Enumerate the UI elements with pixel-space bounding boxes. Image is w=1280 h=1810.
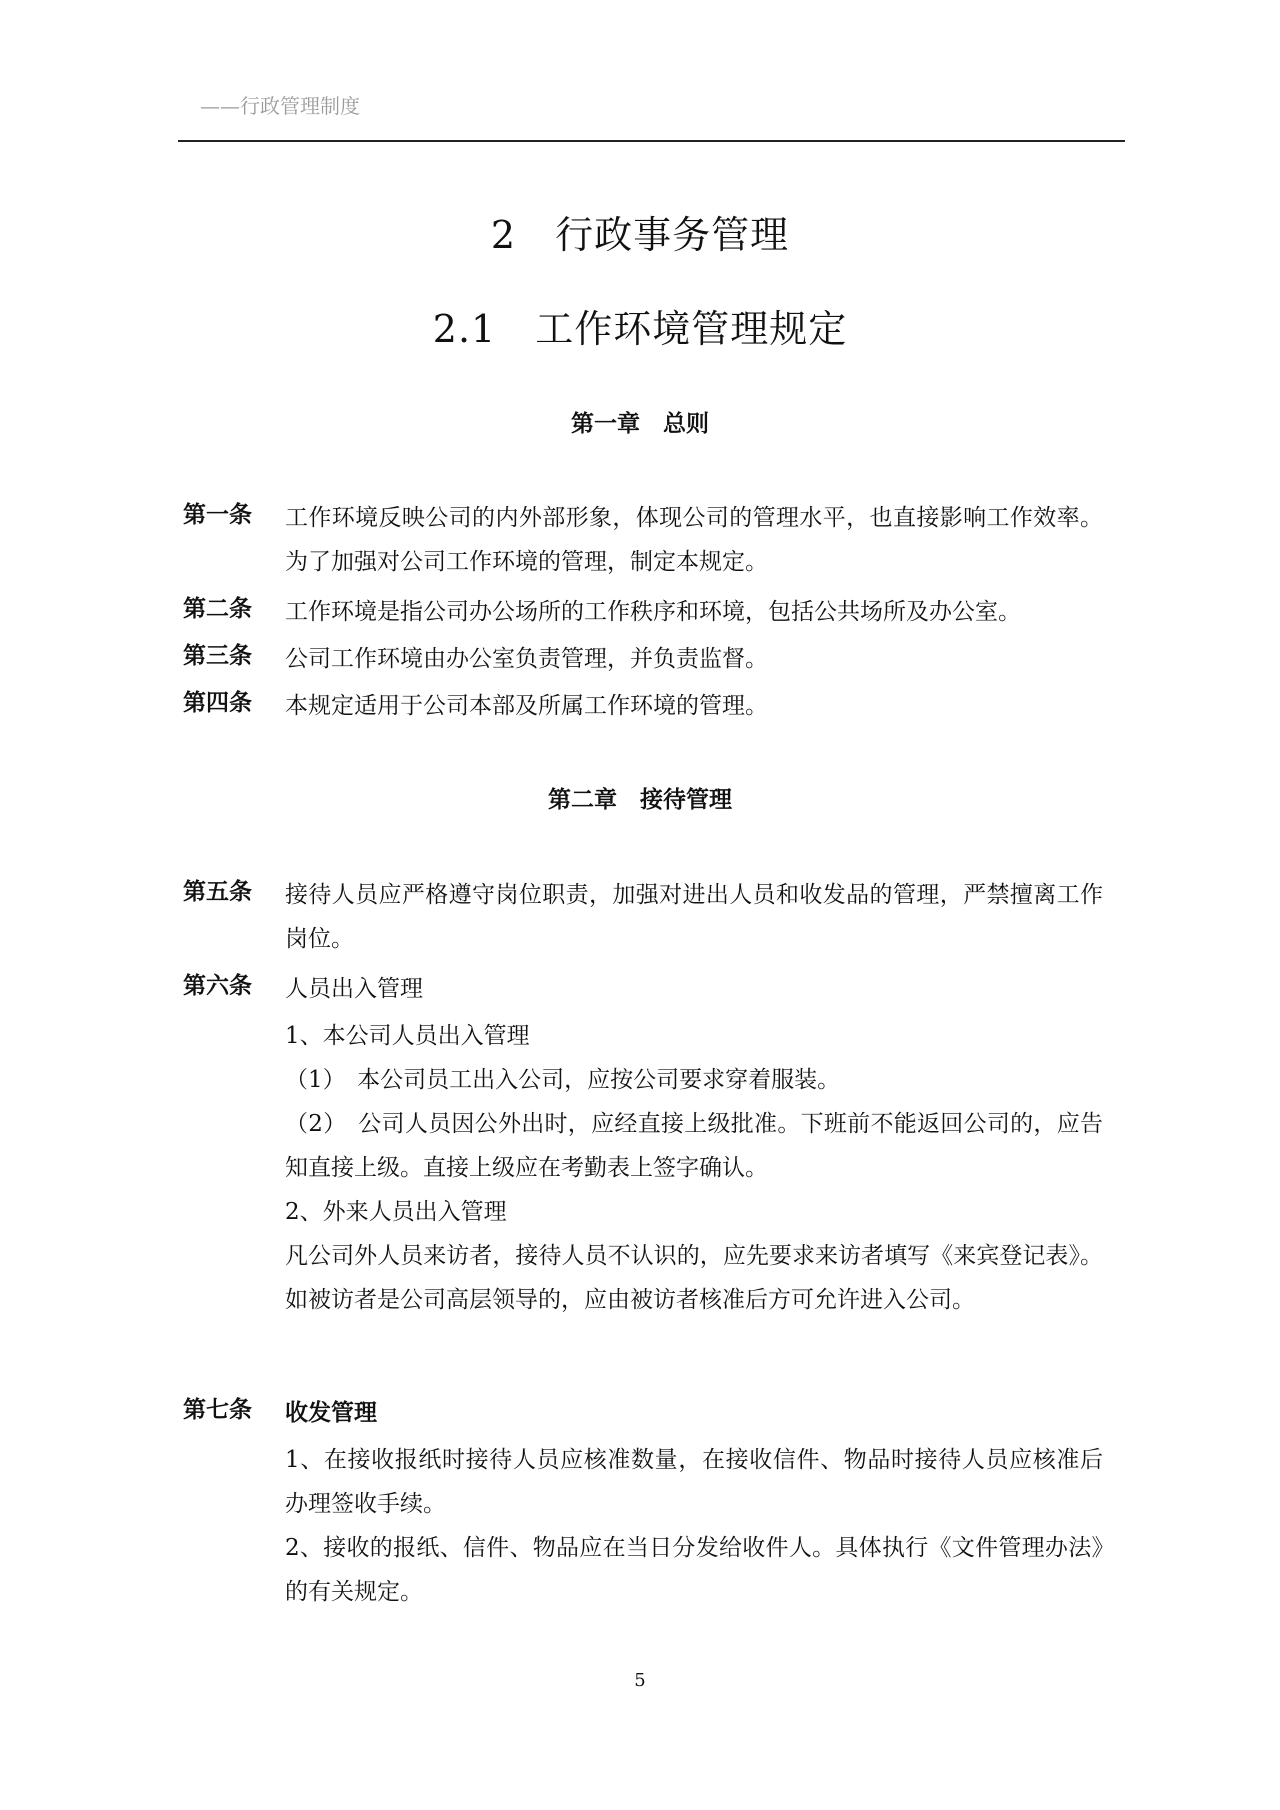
header-rule [178, 140, 1125, 142]
article-label: 第四条 [183, 690, 252, 716]
article-6-items [285, 1014, 1103, 1322]
chapter-1-heading: 第一章 总则 [571, 411, 709, 437]
chapter-2-heading: 第二章 接待管理 [548, 787, 732, 813]
article-4 [183, 684, 1103, 728]
article-2 [183, 590, 1103, 634]
article-5 [183, 873, 1103, 961]
article-1 [183, 496, 1103, 584]
list-item: 凡公司外人员来访者，接待人员不认识的，应先要求来访者填写《来宾登记表》。如被访者是公司高层领导的，应由被访者核准后方可允许进入公司。 [285, 1243, 1103, 1313]
article-text: 工作环境反映公司的内外部形象，体现公司的管理水平，也直接影响工作效率。为了加强对公司工作环境的管理，制定本规定。 [285, 505, 1103, 575]
article-label: 第六条 [183, 973, 252, 999]
article-text: 接待人员应严格遵守岗位职责，加强对进出人员和收发品的管理，严禁擅离工作岗位。 [285, 882, 1103, 952]
list-item: （2） 公司人员因公外出时，应经直接上级批准。下班前不能返回公司的，应告知直接上级。直接上级应在考勤表上签字确认。 [285, 1111, 1103, 1181]
article-label: 第二条 [183, 596, 252, 622]
article-text: 收发管理 [285, 1400, 377, 1426]
article-text: 人员出入管理 [285, 976, 423, 1002]
article-7 [183, 1391, 1103, 1435]
list-item: 2、接收的报纸、信件、物品应在当日分发给收件人。具体执行《文件管理办法》的有关规定。 [285, 1535, 1103, 1605]
section-title: 2 行政事务管理 [490, 213, 790, 257]
article-7-items [285, 1438, 1103, 1614]
list-item: 1、本公司人员出入管理 [285, 1023, 530, 1049]
article-text: 工作环境是指公司办公场所的工作秩序和环境，包括公共场所及办公室。 [285, 599, 1021, 625]
article-label: 第五条 [183, 879, 252, 905]
article-label: 第七条 [183, 1397, 252, 1423]
article-text: 公司工作环境由办公室负责管理，并负责监督。 [285, 646, 768, 672]
list-item: （1） 本公司员工出入公司，应按公司要求穿着服装。 [285, 1067, 841, 1093]
article-label: 第一条 [183, 502, 252, 528]
running-header: ——行政管理制度 [200, 94, 360, 118]
list-item: 1、在接收报纸时接待人员应核准数量，在接收信件、物品时接待人员应核准后办理签收手续。 [285, 1447, 1103, 1517]
article-label: 第三条 [183, 643, 252, 669]
page-number: 5 [634, 1670, 646, 1691]
subsection-title: 2.1 工作环境管理规定 [432, 307, 848, 351]
article-6 [183, 967, 1103, 1011]
article-3 [183, 637, 1103, 681]
list-item: 2、外来人员出入管理 [285, 1199, 507, 1225]
article-text: 本规定适用于公司本部及所属工作环境的管理。 [285, 693, 768, 719]
